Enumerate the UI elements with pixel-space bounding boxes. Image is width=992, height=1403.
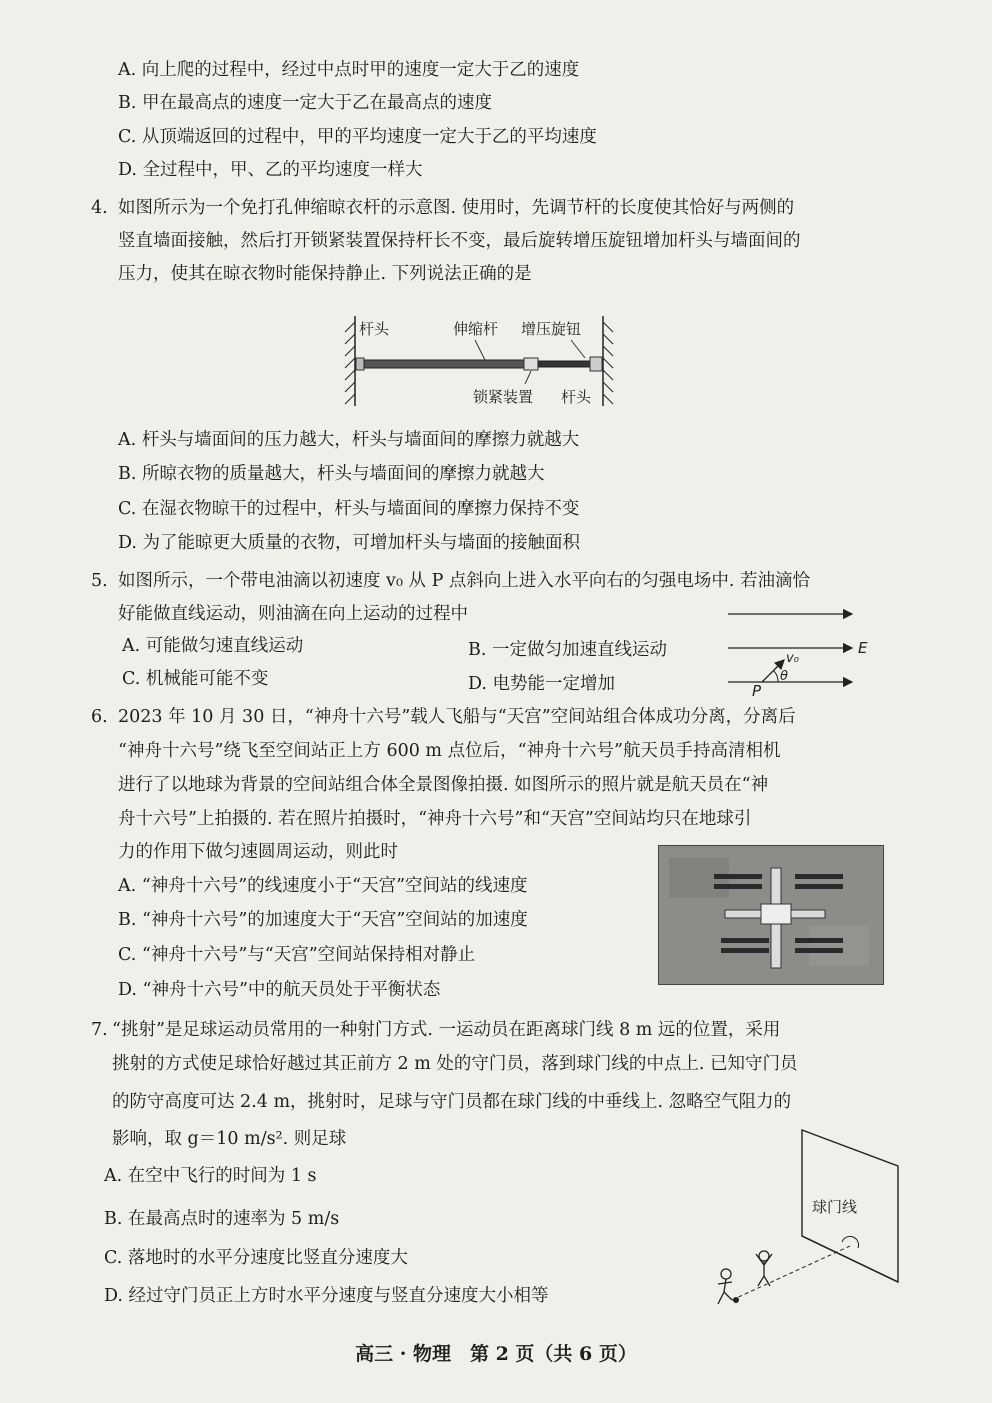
- q3-option-d: D. 全过程中，甲、乙的平均速度一样大: [118, 160, 423, 180]
- label-rod-head-left: 杆头: [359, 320, 390, 338]
- q5-option-a: A. 可能做匀速直线运动: [122, 636, 304, 656]
- q5-option-c: C. 机械能可能不变: [122, 669, 269, 689]
- q5-number: 5.: [91, 571, 108, 591]
- q5-stem-line: 如图所示，一个带电油滴以初速度 v₀ 从 P 点斜向上进入水平向右的匀强电场中. 若油滴恰: [118, 571, 811, 591]
- q4-stem-line: 竖直墙面接触，然后打开锁紧装置保持杆长不变，最后旋转增压旋钮增加杆头与墙面间的: [118, 231, 801, 251]
- q7-stem-line: “挑射”是足球运动员常用的一种射门方式. 一运动员在距离球门线 8 m 远的位置，采用: [112, 1020, 781, 1040]
- q4-stem-line: 如图所示为一个免打孔伸缩晾衣杆的示意图. 使用时，先调节杆的长度使其恰好与两侧的: [118, 198, 795, 218]
- q4-option-d: D. 为了能晾更大质量的衣物，可增加杆头与墙面的接触面积: [118, 533, 581, 553]
- label-telescopic-rod: 伸缩杆: [453, 320, 499, 338]
- q6-stem-line: 力的作用下做匀速圆周运动，则此时: [118, 842, 398, 862]
- q5-stem-line: 好能做直线运动，则油滴在向上运动的过程中: [118, 604, 468, 624]
- space-station-image: [659, 846, 883, 984]
- q6-option-c: C. “神舟十六号”与“天宫”空间站保持相对静止: [118, 945, 476, 965]
- q5-option-b: B. 一定做匀加速直线运动: [468, 640, 667, 660]
- label-theta: θ: [780, 669, 788, 684]
- electric-field-diagram: [722, 604, 872, 700]
- space-station-photo: [658, 845, 884, 985]
- q4-number: 4.: [91, 198, 108, 218]
- label-field-e: E: [858, 639, 868, 657]
- q3-option-a: A. 向上爬的过程中，经过中点时甲的速度一定大于乙的速度: [118, 60, 580, 80]
- q6-option-d: D. “神舟十六号”中的航天员处于平衡状态: [118, 980, 441, 1000]
- q7-option-d: D. 经过守门员正上方时水平分速度与竖直分速度大小相等: [104, 1286, 549, 1306]
- q4-stem-line: 压力，使其在晾衣物时能保持静止. 下列说法正确的是: [118, 264, 532, 284]
- label-point-p: P: [752, 682, 762, 700]
- q6-stem-line: 2023 年 10 月 30 日，“神舟十六号”载人飞船与“天宫”空间站组合体成功分离，分离后: [118, 707, 796, 727]
- q4-option-b: B. 所晾衣物的质量越大，杆头与墙面间的摩擦力就越大: [118, 464, 545, 484]
- q5-option-d: D. 电势能一定增加: [468, 674, 616, 694]
- q4-option-a: A. 杆头与墙面间的压力越大，杆头与墙面间的摩擦力就越大: [118, 430, 580, 450]
- q7-stem-line: 的防守高度可达 2.4 m，挑射时，足球与守门员都在球门线的中垂线上. 忽略空气阻力的: [112, 1092, 792, 1112]
- q6-number: 6.: [91, 707, 108, 727]
- goalkeeper-figure: [756, 1251, 772, 1286]
- label-rod-head-right: 杆头: [561, 388, 592, 406]
- q6-stem-line: 进行了以地球为背景的空间站组合体全景图像拍摄. 如图所示的照片就是航天员在“神: [118, 775, 769, 795]
- q4-option-c: C. 在湿衣物晾干的过程中，杆头与墙面间的摩擦力保持不变: [118, 499, 580, 519]
- q6-option-a: A. “神舟十六号”的线速度小于“天宫”空间站的线速度: [118, 876, 528, 896]
- page-footer: 高三 · 物理 第 2 页（共 6 页）: [355, 1343, 637, 1365]
- q3-option-b: B. 甲在最高点的速度一定大于乙在最高点的速度: [118, 93, 492, 113]
- q7-option-a: A. 在空中飞行的时间为 1 s: [104, 1166, 317, 1186]
- label-goal-line: 球门线: [812, 1198, 858, 1216]
- kicker-figure: [718, 1269, 732, 1304]
- q6-stem-line: 舟十六号”上拍摄的. 若在照片拍摄时，“神舟十六号”和“天宫”空间站均只在地球引: [118, 809, 752, 829]
- q7-number: 7.: [91, 1020, 108, 1040]
- label-lock-device: 锁紧装置: [473, 388, 534, 406]
- q6-stem-line: “神舟十六号”绕飞至空间站正上方 600 m 点位后，“神舟十六号”航天员手持高清相机: [118, 741, 781, 761]
- ball-icon: [733, 1297, 739, 1303]
- q7-stem-line: 挑射的方式使足球恰好越过其正前方 2 m 处的守门员，落到球门线的中点上. 已知守门员: [112, 1054, 798, 1074]
- soccer-goal-diagram: [712, 1124, 902, 1314]
- q7-stem-line: 影响，取 g＝10 m/s². 则足球: [112, 1129, 347, 1149]
- label-v0: v₀: [786, 651, 799, 666]
- label-pressure-knob: 增压旋钮: [521, 320, 582, 338]
- q3-option-c: C. 从顶端返回的过程中，甲的平均速度一定大于乙的平均速度: [118, 127, 597, 147]
- q7-option-b: B. 在最高点时的速率为 5 m/s: [104, 1209, 340, 1229]
- clothes-rod-diagram: [335, 308, 625, 412]
- q7-option-c: C. 落地时的水平分速度比竖直分速度大: [104, 1248, 408, 1268]
- q6-option-b: B. “神舟十六号”的加速度大于“天宫”空间站的加速度: [118, 910, 528, 930]
